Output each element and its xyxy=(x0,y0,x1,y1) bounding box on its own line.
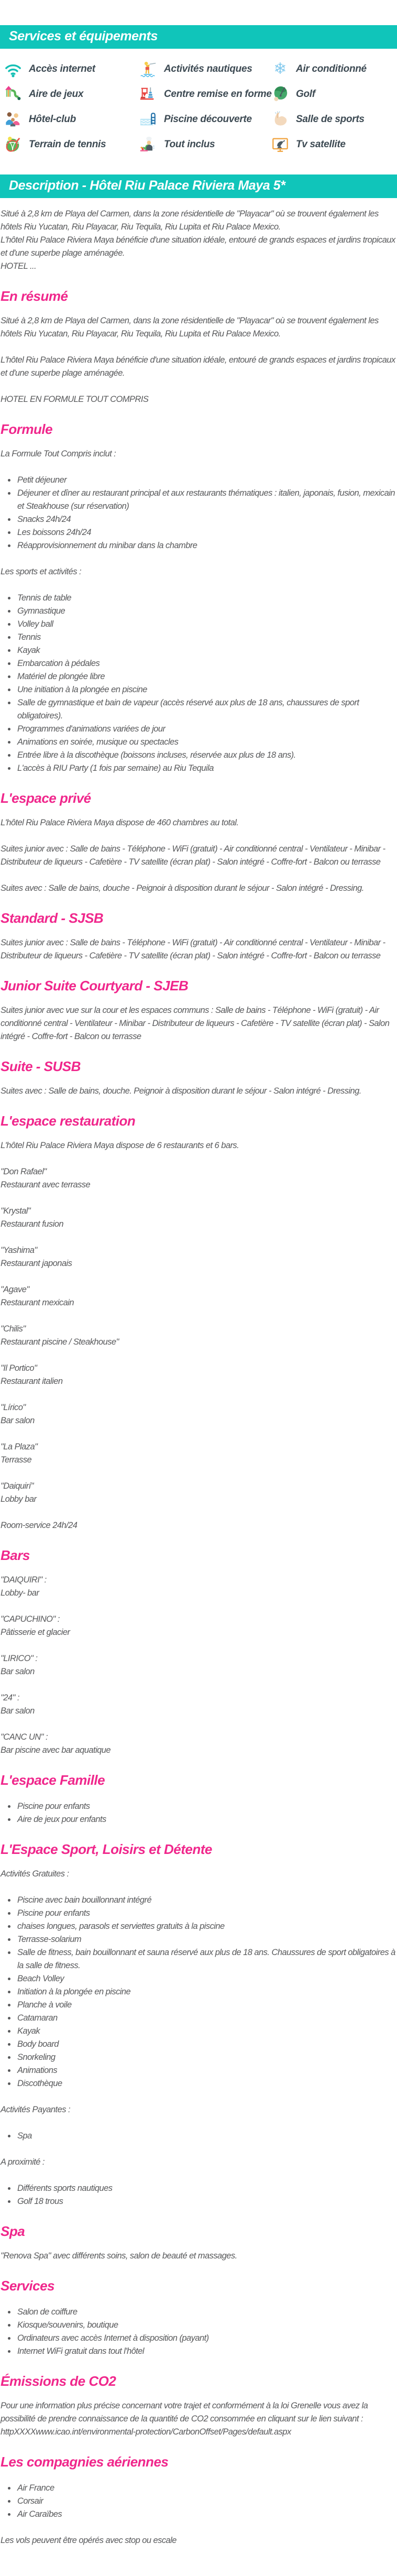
list-item: • Kayak xyxy=(16,644,396,657)
section-heading-suite-susb: Suite - SUSB xyxy=(1,1058,81,1074)
list-item: • Discothèque xyxy=(16,2077,396,2090)
section-heading-en-resume: En résumé xyxy=(1,288,68,304)
list-item: • L'accès à RIU Party (1 fois par semaine) au Riu Tequila xyxy=(16,762,396,775)
restaurant-entry xyxy=(1,1401,396,1427)
proximite-list xyxy=(1,2182,396,2208)
list-item: • Snacks 24h/24 xyxy=(16,513,396,526)
service-label: Salle de sports xyxy=(296,114,365,125)
formule-list xyxy=(1,474,396,552)
section-heading-espace-famille: L'espace Famille xyxy=(1,1772,105,1788)
espace-prive-paragraph: Suites avec : Salle de bains, douche - Peignoir à disposition durant le séjour - Salon intégré - Dressing. xyxy=(1,883,364,893)
list-item: • Une initiation à la plongée en piscine xyxy=(16,683,396,696)
bar-entry xyxy=(1,1691,396,1718)
list-item: • Snorkeling xyxy=(16,2051,396,2064)
bar-entry xyxy=(1,1574,396,1600)
service-item-air-conditionne xyxy=(271,60,397,78)
bar-name: "DAIQUIRI" : xyxy=(1,1575,47,1585)
restaurant-name: "La Plaza" xyxy=(1,1442,38,1451)
bar-desc: Lobby- bar xyxy=(1,1588,39,1598)
spa-paragraph: "Renova Spa" avec différents soins, salon de beauté et massages. xyxy=(1,2251,237,2261)
list-item: • Tennis xyxy=(16,631,396,644)
restaurant-entry xyxy=(1,1323,396,1349)
golf-icon xyxy=(271,85,289,103)
restaurant-desc: Bar salon xyxy=(1,1416,35,1425)
restaurant-entry xyxy=(1,1480,396,1506)
list-item: • Planche à voile xyxy=(16,1999,396,2012)
list-item: • Corsair xyxy=(16,2495,396,2508)
intro-paragraph: HOTEL ... xyxy=(1,261,37,271)
sports-list xyxy=(1,592,396,775)
list-item: • Air Caraïbes xyxy=(16,2508,396,2521)
description-content xyxy=(0,198,397,2576)
bicep-icon xyxy=(271,111,289,128)
bar-desc: Bar piscine avec bar aquatique xyxy=(1,1745,111,1755)
service-label: Tout inclus xyxy=(164,139,215,150)
list-item: • Internet WiFi gratuit dans tout l'hôtel xyxy=(16,2345,396,2358)
famille-list xyxy=(1,1800,396,1826)
list-item: • Réapprovisionnement du minibar dans la chambre xyxy=(16,539,396,552)
section-heading-standard-sjsb: Standard - SJSB xyxy=(1,910,104,926)
list-item: • Les boissons 24h/24 xyxy=(16,526,396,539)
resume-paragraph: L'hôtel Riu Palace Riviera Maya bénéficie d'une situation idéale, entouré de grands espaces et jardins tropicaux et d'une superbe plage aménagée. xyxy=(1,355,395,378)
suite-paragraph: Suites avec : Salle de bains, douche. Peignoir à disposition durant le séjour - Salon intégré - Dressing. xyxy=(1,1086,361,1096)
list-item: • Piscine pour enfants xyxy=(16,1907,396,1920)
list-item: • chaises longues, parasols et serviettes gratuits à la piscine xyxy=(16,1920,396,1933)
wifi-icon xyxy=(4,60,22,78)
service-item-salle-de-sports xyxy=(271,111,397,128)
restaurant-name: "Krystal" xyxy=(1,1206,31,1216)
section-heading-formule: Formule xyxy=(1,421,53,437)
pool-icon xyxy=(139,111,157,128)
restaurant-desc: Restaurant piscine / Steakhouse" xyxy=(1,1337,119,1347)
list-item: • Animations xyxy=(16,2064,396,2077)
compagnies-list xyxy=(1,2482,396,2521)
list-item: • Entrée libre à la discothèque (boissons incluses, réservée aux plus de 18 ans). xyxy=(16,749,396,762)
list-item: • Matériel de plongée libre xyxy=(16,670,396,683)
description-banner xyxy=(0,174,397,198)
restaurant-name: "Don Rafael" xyxy=(1,1167,47,1176)
snowflake-icon: ❄ xyxy=(273,60,287,78)
service-label: Hôtel-club xyxy=(29,114,76,125)
resume-paragraph: Situé à 2,8 km de Playa del Carmen, dans la zone résidentielle de "Playacar" où se trouvent également les hôtels Riu Yucatan, Riu Playacar, Riu Tequila, Riu Lupita et Riu Palace Mexico. xyxy=(1,316,379,339)
service-label: Accès internet xyxy=(29,63,95,74)
hotel-description-page xyxy=(0,25,397,2576)
restauration-intro: L'hôtel Riu Palace Riviera Maya dispose de 6 restaurants et 6 bars. xyxy=(1,1141,239,1150)
bar-entry xyxy=(1,1731,396,1757)
room-service-note: Room-service 24h/24 xyxy=(1,1521,78,1530)
restaurant-name: "Daiquirí" xyxy=(1,1481,34,1491)
espace-prive-paragraph: L'hôtel Riu Palace Riviera Maya dispose de 460 chambres au total. xyxy=(1,818,239,827)
playground-icon xyxy=(4,85,22,103)
list-item: • Kiosque/souvenirs, boutique xyxy=(16,2319,396,2332)
list-item: • Body board xyxy=(16,2038,396,2051)
intro-paragraph: Situé à 2,8 km de Playa del Carmen, dans la zone résidentielle de "Playacar" où se trouvent également les hôtels Riu Yucatan, Riu Playacar, Riu Tequila, Riu Lupita et Riu Palace Mexico. xyxy=(1,209,379,232)
list-item: • Piscine pour enfants xyxy=(16,1800,396,1813)
restaurant-name: "Lírico" xyxy=(1,1403,26,1412)
list-item: • Salle de fitness, bain bouillonnant et sauna réservé aux plus de 18 ans. Chaussures de sport obligatoires à la salle de fitness. xyxy=(16,1946,396,1972)
service-label: Air conditionné xyxy=(296,63,367,74)
list-item: • Beach Volley xyxy=(16,1972,396,1985)
restaurant-desc: Restaurant italien xyxy=(1,1377,63,1386)
junior-suite-paragraph: Suites junior avec vue sur la cour et les espaces communs : Salle de bains - Téléphone - WiFi (gratuit) - Air conditionné central - Ventilateur - Minibar - Distributeur de liqueurs - Cafetière - TV satellite (écran plat) - Salon intégré - Coffre-fort - Balcon ou terrasse xyxy=(1,1006,390,1041)
bar-desc: Bar salon xyxy=(1,1706,35,1716)
family-icon xyxy=(4,111,22,128)
service-item-hotel-club xyxy=(4,111,139,128)
list-item: • Salon de coiffure xyxy=(16,2306,396,2319)
section-heading-restauration: L'espace restauration xyxy=(1,1113,136,1129)
service-item-tout-inclus xyxy=(139,136,271,154)
service-item-acces-internet xyxy=(4,60,139,78)
co2-paragraph: Pour une information plus précise concernant votre trajet et conformément à la loi Grenelle vous avez la possibilité de prendre connaissance de la quantité de CO2 consommée en cliquant sur le lien suivant : httpXXXXwww.icao.int/environmental-protection/CarbonOffset/Pages/default.aspx xyxy=(1,2401,368,2437)
list-item: • Catamaran xyxy=(16,2012,396,2025)
list-item: • Air France xyxy=(16,2482,396,2495)
list-item: • Animations en soirée, musique ou spectacles xyxy=(16,736,396,749)
service-label: Piscine découverte xyxy=(164,114,252,125)
service-item-activites-nautiques xyxy=(139,60,271,78)
service-item-centre-remise-en-forme xyxy=(139,85,271,103)
bar-name: "CAPUCHINO" : xyxy=(1,1614,60,1624)
bar-name: "24" : xyxy=(1,1693,19,1702)
section-heading-sport-loisirs: L'Espace Sport, Loisirs et Détente xyxy=(1,1841,212,1857)
bar-entry xyxy=(1,1652,396,1678)
list-item: • Terrasse-solarium xyxy=(16,1933,396,1946)
restaurant-desc: Restaurant fusion xyxy=(1,1219,63,1229)
list-item: • Initiation à la plongée en piscine xyxy=(16,1985,396,1999)
proximite-intro: A proximité : xyxy=(1,2157,45,2167)
restaurant-desc: Restaurant avec terrasse xyxy=(1,1180,91,1189)
list-item: • Volley ball xyxy=(16,618,396,631)
bar-desc: Bar salon xyxy=(1,1667,35,1676)
service-label: Aire de jeux xyxy=(29,89,84,100)
service-label: Golf xyxy=(296,89,315,100)
list-item: • Tennis de table xyxy=(16,592,396,605)
section-heading-spa: Spa xyxy=(1,2223,25,2239)
services-list xyxy=(1,2306,396,2358)
intro-paragraph: L'hôtel Riu Palace Riviera Maya bénéficie d'une situation idéale, entouré de grands espaces et jardins tropicaux et d'une superbe plage aménagée. xyxy=(1,235,395,258)
activites-payantes-intro: Activités Payantes : xyxy=(1,2105,70,2114)
bar-entry xyxy=(1,1613,396,1639)
restaurant-entry xyxy=(1,1165,396,1192)
service-item-tv-satellite xyxy=(271,136,397,154)
sports-intro: Les sports et activités : xyxy=(1,567,82,576)
restaurant-desc: Restaurant japonais xyxy=(1,1259,72,1268)
services-equipements-banner xyxy=(0,25,397,49)
bar-desc: Pâtisserie et glacier xyxy=(1,1628,70,1637)
section-heading-junior-suite-sjeb: Junior Suite Courtyard - SJEB xyxy=(1,978,189,994)
list-item: • Gymnastique xyxy=(16,605,396,618)
restaurant-entry xyxy=(1,1205,396,1231)
list-item: • Embarcation à pédales xyxy=(16,657,396,670)
services-banner-title: Services et équipements xyxy=(9,29,158,43)
restaurant-name: "Il Portico" xyxy=(1,1363,37,1373)
section-heading-services: Services xyxy=(1,2278,54,2294)
restaurant-desc: Terrasse xyxy=(1,1455,32,1465)
service-item-terrain-de-tennis xyxy=(4,136,139,154)
bar-name: "CANC UN" : xyxy=(1,1732,48,1742)
restaurant-entry xyxy=(1,1362,396,1388)
list-item: • Petit déjeuner xyxy=(16,474,396,487)
section-heading-espace-prive: L'espace privé xyxy=(1,790,91,806)
service-item-piscine-decouverte xyxy=(139,111,271,128)
fitness-machine-icon xyxy=(139,85,157,103)
formule-intro: La Formule Tout Compris inclut : xyxy=(1,449,116,459)
service-label: Terrain de tennis xyxy=(29,139,106,150)
chef-icon xyxy=(139,136,157,154)
list-item: • Kayak xyxy=(16,2025,396,2038)
service-item-aire-de-jeux xyxy=(4,85,139,103)
activites-payantes-list xyxy=(1,2130,396,2143)
restaurant-entry xyxy=(1,1244,396,1270)
resume-paragraph: HOTEL EN FORMULE TOUT COMPRIS xyxy=(1,395,149,404)
tv-satellite-icon xyxy=(271,136,289,154)
list-item: • Programmes d'animations variées de jour xyxy=(16,723,396,736)
restaurant-name: "Yashima" xyxy=(1,1246,37,1255)
list-item: • Ordinateurs avec accès Internet à disposition (payant) xyxy=(16,2332,396,2345)
water-ski-icon xyxy=(139,60,157,78)
restaurant-entry xyxy=(1,1440,396,1467)
service-label: Activités nautiques xyxy=(164,63,252,74)
service-item-golf xyxy=(271,85,397,103)
service-label: Centre remise en forme xyxy=(164,89,272,100)
list-item: • Spa xyxy=(16,2130,396,2143)
list-item: • Salle de gymnastique et bain de vapeur (accès réservé aux plus de 18 ans, chaussures de sport obligatoires). xyxy=(16,696,396,723)
list-item: • Déjeuner et dîner au restaurant principal et aux restaurants thématiques : italien, japonais, fusion, mexicain et Steakhouse (sur réservation) xyxy=(16,487,396,513)
vols-note: Les vols peuvent être opérés avec stop ou escale xyxy=(1,2536,177,2545)
restaurant-desc: Lobby bar xyxy=(1,1494,37,1504)
section-heading-bars: Bars xyxy=(1,1547,30,1563)
tennis-icon xyxy=(4,136,22,154)
service-label: Tv satellite xyxy=(296,139,346,150)
list-item: • Différents sports nautiques xyxy=(16,2182,396,2195)
standard-paragraph: Suites junior avec : Salle de bains - Téléphone - WiFi (gratuit) - Air conditionné central - Ventilateur - Minibar - Distributeur de liqueurs - Cafetière - TV satellite (écran plat) - Salon intégré - Coffre-fort - Balcon ou terrasse xyxy=(1,938,385,960)
bar-name: "LIRICO" : xyxy=(1,1654,38,1663)
section-heading-co2: Émissions de CO2 xyxy=(1,2373,116,2389)
list-item: • Golf 18 trous xyxy=(16,2195,396,2208)
restaurant-desc: Restaurant mexicain xyxy=(1,1298,74,1307)
description-banner-title: Description - Hôtel Riu Palace Riviera Maya 5* xyxy=(9,178,285,193)
espace-prive-paragraph: Suites junior avec : Salle de bains - Téléphone - WiFi (gratuit) - Air conditionné central - Ventilateur - Minibar - Distributeur de liqueurs - Cafetière - TV satellite (écran plat) - Salon intégré - Coffre-fort - Balcon ou terrasse xyxy=(1,844,385,867)
restaurant-entry xyxy=(1,1283,396,1309)
services-grid xyxy=(0,49,397,166)
list-item: • Aire de jeux pour enfants xyxy=(16,1813,396,1826)
section-heading-compagnies: Les compagnies aériennes xyxy=(1,2454,169,2470)
restaurant-name: "Agave" xyxy=(1,1285,29,1294)
activites-gratuites-intro: Activités Gratuites : xyxy=(1,1869,69,1879)
activites-gratuites-list xyxy=(1,1894,396,2090)
list-item: • Piscine avec bain bouillonnant intégré xyxy=(16,1894,396,1907)
restaurant-name: "Chilis" xyxy=(1,1324,26,1334)
